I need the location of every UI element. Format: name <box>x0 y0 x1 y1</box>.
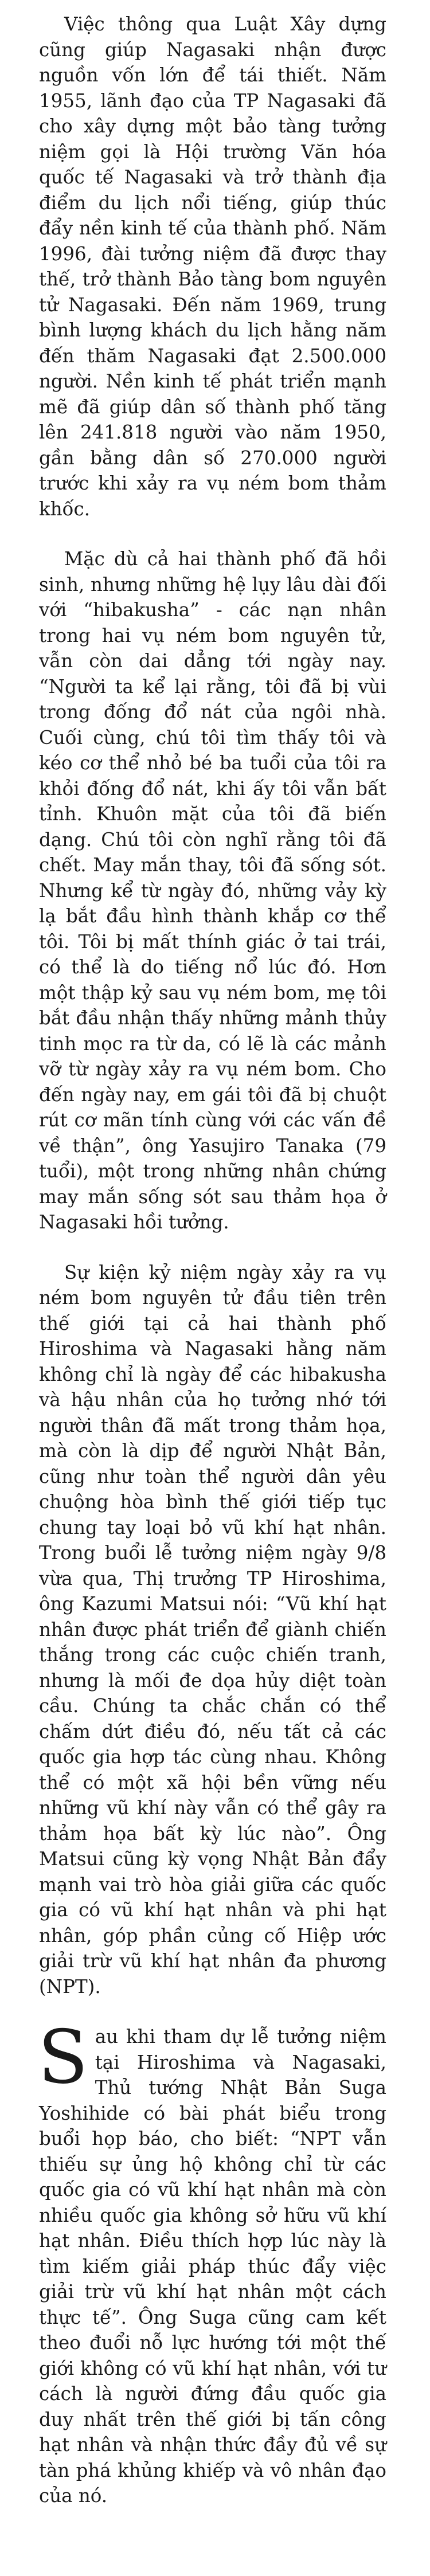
paragraph-memorial-ceremony: Sự kiện kỷ niệm ngày xảy ra vụ ném bom nguyên tử đầu tiên trên thế giới tại cả hai thành phố Hiroshima và Nagasaki hằng năm không chỉ là ngày để các hibakusha và hậu nhân của họ tưởng nhớ tới người thân đã mất trong thảm họa, mà còn là dịp để người Nhật Bản, cũng như toàn thể người dân yêu chuộng hòa bình thế giới tiếp tục chung tay loại bỏ vũ khí hạt nhân. Trong buổi lễ tưởng niệm ngày 9/8 vừa qua, Thị trưởng TP Hiroshima, ông Kazumi Matsui nói: “Vũ khí hạt nhân được phát triển để giành chiến thắng trong các cuộc chiến tranh, nhưng là mối đe dọa hủy diệt toàn cầu. Chúng ta chắc chắn có thể chấm dứt điều đó, nếu tất cả các quốc gia hợp tác cùng nhau. Không thể có một xã hội bền vững nếu những vũ khí này vẫn có thể gây ra thảm họa bất kỳ lúc nào”. Ông Matsui cũng kỳ vọng Nhật Bản đẩy mạnh vai trò hòa giải giữa các quốc gia có vũ khí hạt nhân và phi hạt nhân, góp phần củng cố Hiệp ước giải trừ vũ khí hạt nhân đa phương (NPT). <box>39 1261 386 1998</box>
paragraph-prime-minister-statement <box>38 2015 386 2509</box>
paragraph-hibakusha-testimony: Mặc dù cả hai thành phố đã hồi sinh, nhưng những hệ lụy lâu dài đối với “hibakusha” - các nạn nhân trong hai vụ ném bom nguyên tử, vẫn còn dai dẳng tới ngày nay. “Người ta kể lại rằng, tôi đã bị vùi trong đống đổ nát của ngôi nhà. Cuối cùng, chú tôi tìm thấy tôi và kéo cơ thể nhỏ bé ba tuổi của tôi ra khỏi đống đổ nát, khi ấy tôi vẫn bất tỉnh. Khuôn mặt của tôi đã biến dạng. Chú tôi còn nghĩ rằng tôi đã chết. May mắn thay, tôi đã sống sót. Nhưng kể từ ngày đó, những vảy kỳ lạ bắt đầu hình thành khắp cơ thể tôi. Tôi bị mất thính giác ở tai trái, có thể là do tiếng nổ lúc đó. Hơn một thập kỷ sau vụ ném bom, mẹ tôi bắt đầu nhận thấy những mảnh thủy tinh mọc ra từ da, có lẽ là các mảnh vỡ từ ngày xảy ra vụ ném bom. Cho đến ngày nay, em gái tôi đã bị chuột rút cơ mãn tính cùng với các vấn đề về thận”, ông Yasujiro Tanaka (79 tuổi), một trong những nhân chứng may mắn sống sót sau thảm họa ở Nagasaki hồi tưởng. <box>39 548 386 1233</box>
paragraph-text: au khi tham dự lễ tưởng niệm tại Hiroshima và Nagasaki, Thủ tướng Nhật Bản Suga Yoshihide có bài phát biểu trong buổi họp báo, cho biết: “NPT vẫn thiếu sự ủng hộ không chỉ từ các quốc gia có vũ khí hạt nhân mà còn nhiều quốc gia không sở hữu vũ khí hạt nhân. Điều thích hợp lúc này là tìm kiếm giải pháp thúc đẩy việc giải trừ vũ khí hạt nhân một cách thực tế”. Ông Suga cũng cam kết theo đuổi nỗ lực hướng tới một thế giới không có vũ khí hạt nhân, với tư cách là người đứng đầu quốc gia duy nhất trên thế giới bị tấn công hạt nhân và nhận thức đầy đủ về sự tàn phá khủng khiếp và vô nhân đạo của nó. <box>39 2026 386 2507</box>
paragraph-nagasaki-reconstruction: Việc thông qua Luật Xây dựng cũng giúp Nagasaki nhận được nguồn vốn lớn để tái thiết. Năm 1955, lãnh đạo của TP Nagasaki đã cho xây dựng một bảo tàng tưởng niệm gọi là Hội trường Văn hóa quốc tế Nagasaki và trở thành địa điểm du lịch nổi tiếng, giúp thúc đẩy nền kinh tế của thành phố. Năm 1996, đài tưởng niệm đã được thay thế, trở thành Bảo tàng bom nguyên tử Nagasaki. Đến năm 1969, trung bình lượng khách du lịch hằng năm đến thăm Nagasaki đạt 2.500.000 người. Nền kinh tế phát triển mạnh mẽ đã giúp dân số thành phố tăng lên 241.818 người vào năm 1950, gần bằng dân số 270.000 người trước khi xảy ra vụ ném bom thảm khốc. <box>39 13 386 520</box>
drop-cap: S <box>38 2015 88 2100</box>
article-body <box>39 0 386 2509</box>
